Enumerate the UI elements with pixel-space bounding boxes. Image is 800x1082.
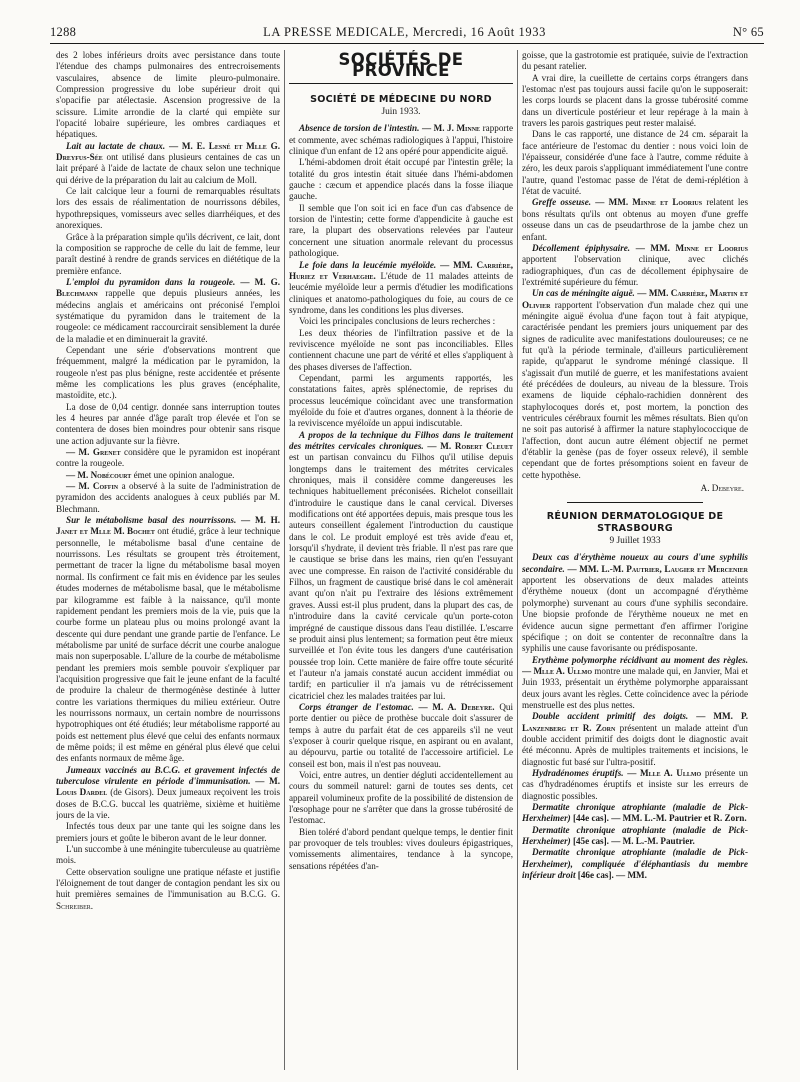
comment-text: émet une opinion analogue.	[133, 469, 235, 480]
paragraph: goisse, que la gastrotomie est pratiquée, suivie de l'extraction du pesant ratelier.	[522, 50, 748, 72]
article-title: Dermatite chronique atrophiante (maladie de Pick-Herxheimer)	[522, 802, 748, 824]
article-text: présente un cas d'hydradénomes éruptifs et insiste sur les erreurs de diagnostic possibles.	[522, 767, 748, 801]
article-authors: — MM. P. Lanzenberg et R. Zorn	[522, 711, 748, 733]
article-text: (de Gisors). Deux jumeaux reçoivent les trois doses de B.C.G. buccal les quatrième, sixième et huitième jours de la vie.	[56, 787, 280, 821]
article-text: apportent l'observation clinique, avec clichés radiographiques, d'un cas de décollement épiphysaire de l'extrémité supérieure du fémur.	[522, 254, 748, 287]
article-decollement	[522, 243, 748, 288]
article-text: rapportent l'observation d'un malade chez qui une méningite aiguë évolua d'une façon tout à fait atypique, caractérisée pendant les premiers jours uniquement par des signes de radiculite avec manifestations douloureuses; ce ne fut qu'à la période terminale, d'ailleurs particulièrement rapide, qu'apparut le syndrome méningé classique. Il s'agissait d'un mutilé de guerre, et les manifestations avaient été précédées de douleurs, au niveau de la blessure. Trois examens de liquide céphalo-rachidien donnèrent des staphylocoques dorés et, post mortem, la ponction des ventricules cérébraux fournit les mêmes résultats. Bien qu'on ne soit pas autorisé à affirmer la nature staphylococcique de l'affection, dont aucun autre élément objectif ne permet d'établir la genèse (pas de foyer osseux relevé), il semble cependant que de fortes présomptions soient en faveur de cette hypothèse.	[522, 299, 748, 480]
article-foie-leucemie	[289, 260, 513, 317]
paragraph	[56, 867, 280, 912]
article-text: apportent les observations de deux malades atteints d'érythème noueux (dont un accompagné d'érythème polymorphe) survenant au cours d'une syphilis secondaire. Une biopsie profonde de l'érythème noueux ne met en évidence aucun signe permettant d'en affirmer l'origine spécifique ; on doit se contenter de reconnaître dans la syphilis une cause favorisante ou prédisposante.	[522, 575, 748, 654]
article-text: [44e cas]. — MM. L.-M. Pautrier et R. Zorn.	[572, 813, 747, 824]
paragraph: des 2 lobes inférieurs droits avec persistance dans toute l'étendue des champs pulmonaires des entrecroisements vasculaires, absence de limite pleuro-pulmonaire. Compression progressive du lobe supérieur droit qui s'opacifie par atélectasie. Ascension progressive de la scissure. Limite arrondie de la clarté qui empiète sur l'opacité lobaire supérieure, les ombres cardiaques et hépatiques.	[56, 50, 280, 140]
paragraph: Voici, entre autres, un dentier dégluti accidentellement au cours du sommeil naturel: garni de toutes ses dents, cet appareil volumineux profite de la possibilité de distension de l'œsophage pour ne s'arrêter que dans la grosse tubérosité de l'estomac.	[289, 769, 513, 826]
article-title: Un cas de méningite aiguë.	[532, 288, 635, 299]
article-metabolisme	[56, 515, 280, 765]
signature: G. Schreiber.	[56, 889, 280, 911]
article-title: Le foie dans la leucémie myéloïde.	[299, 259, 437, 270]
society-name: SOCIÉTÉ DE MÉDECINE DU NORD	[310, 93, 492, 105]
paragraph: Les deux théories de l'infiltration passive et de la reviviscence myéloïde ne sont pas inconciliables. Elles contiennent chacune une part de vérité et elles s'appliquent à des phases diverses de l'affection.	[289, 327, 513, 372]
article-text: [46e cas]. — MM.	[577, 870, 647, 881]
article-title: A propos de la technique du Filhos dans le traitement des métrites cervicales chroniques.	[289, 429, 513, 451]
article-pyramidon	[56, 277, 280, 345]
article-authors: — MM. Minne et Loorius	[635, 242, 748, 253]
comment	[56, 447, 280, 470]
comment-author: — M. Nobécourt	[66, 469, 132, 480]
article-authors: — M. A. Debeyre.	[418, 701, 495, 712]
article-authors: — M. Louis Dardel	[56, 776, 280, 798]
article-authors: — M. H. Janet et Mlle M. Bochet	[56, 515, 280, 537]
article-authors: — Mlle A. Ullmo	[522, 665, 592, 676]
article-text: présentent un malade atteint d'un double accident primitif des doigts dont le diagnostic avait été méconnu. Après de multiples traitements et incisions, le diagnostic fut basé sur l'ultra-positif.	[522, 722, 748, 767]
article-authors: — M. Robert Cleuet	[427, 441, 513, 451]
article-corps-etranger	[289, 702, 513, 770]
article-authors: — MM. Minne et Loorius	[595, 197, 703, 208]
article-title: Erythème polymorphe récidivant au moment des règles.	[532, 654, 748, 665]
article-authors: — MM. Carrière, Martin et Olivier	[522, 288, 748, 310]
article-accident-primitif	[522, 711, 748, 768]
paragraph: La dose de 0,04 centigr. donnée sans interruption toutes les 4 heures par année d'âge paraît trop élevée et l'on se contentera de doses bien moindres pour obtenir sans risque une action adjuvante sur la fièvre.	[56, 401, 280, 446]
paragraph: L'hémi-abdomen droit était occupé par l'intestin grêle; la totalité du gros intestin était située dans l'hémi-abdomen gauche : cæcum et appendice placés dans la fosse iliaque gauche.	[289, 157, 513, 202]
article-title: Dermatite chronique atrophiante (maladie de Pick-Herxheimer)	[522, 824, 748, 847]
paragraph: L'un succombe à une méningite tuberculeuse au quatrième mois.	[56, 844, 280, 866]
article-text: est un partisan convaincu du Filhos qu'il utilise depuis longtemps dans le traitement des métrites cervicales chroniques, mais il considère comme dangereuses les techniques habituellement préconisées. Richelot conseillait d'introduire le caustique dans le canal cervical. Diverses modifications ont été apportées depuis, mais presque tous les auteurs conseillent également l'introduction du caustique dans le col. Le produit employé est très avide d'eau et, lorsqu'il s'hydrate, il devient très friable. Il n'est pas rare que le caustique se brise dans les mains, rien qu'en l'essuyant avec une compresse. En raison de l'activité considérable du Filhos, un fragment de caustique brisé dans le col amènerait avant qu'on n'ait pu l'extraire des lésions extrêmement graves. Aussi est-il plus prudent, dans la plupart des cas, de n'introduire dans la cavité cervicale qu'un porte-coton imprégné de caustique dissous dans l'eau distillée. L'escarre se produit ainsi plus lentement; sa formation peut être mieux surveillée et l'on évite tous les dangers d'une cautérisation poussée trop loin. Cette manière de faire offre toute sécurité et l'auteur n'a jamais constaté aucun accident immédiat ou tardif; en particulier il n'a jamais vu de rétrécissement cicatriciel chez les malades traitées par lui.	[289, 452, 513, 701]
article-jumeaux-bcg	[56, 765, 280, 822]
comment	[56, 481, 280, 515]
article-authors: — MM. Carrière, Huriez et Verhaeghe.	[289, 259, 513, 281]
paragraph: A vrai dire, la cueillette de certains corps étrangers dans l'estomac n'est pas toujours aussi facile qu'on le supposerait: les corps lourds se placent dans la grosse tubérosité comme dans un diverticule postérieur et leur repérage à la main à travers les parois gastriques peut rester malaisé.	[522, 72, 748, 129]
article-erytheme-polymorphe	[522, 655, 748, 712]
article-text: [45e cas]. — M. L.-M. Pautrier.	[572, 836, 695, 847]
article-authors: — M. E. Lesné et Mlle G. Dreyfus-Sée	[56, 140, 280, 163]
article-authors: — M. G. Blechmann	[56, 276, 280, 299]
article-authors: — MM. L.-M. Pautrier, Laugier et Mercenier	[567, 563, 748, 574]
section-title: SOCIÉTÉS DE PROVINCE	[289, 54, 513, 84]
article-filhos	[289, 430, 513, 702]
paragraph: Cependant, parmi les arguments rapportés, les constatations faites, après splénectomie, de reprises du processus leucémique coïncidant avec une transformation myéloïde du foie et d'autres organes, donnent à la théorie de la reviviscence myéloïde un appui indiscutable.	[289, 372, 513, 429]
page-header	[50, 20, 764, 44]
article-text: Qui porte dentier ou pièce de prothèse buccale doit s'assurer de temps à autre du parfait état de ces appareils s'il ne veut s'exposer à courir quelque risque, en aspirant ou en avalant, au dépourvu, partie ou totalité de l'accessoire artificiel. Le conseil est bon, mais il n'est pas nouveau.	[289, 701, 513, 769]
journal-title: LA PRESSE MEDICALE, Mercredi, 16 Août 1933	[263, 25, 546, 39]
section-divider	[567, 502, 703, 503]
page-number: 1288	[50, 25, 77, 39]
session-date: 9 Juillet 1933	[609, 536, 661, 547]
comment-text: considère que le pyramidon est inopérant contre la rougeole.	[56, 447, 280, 469]
article-dermatite-46	[522, 847, 748, 881]
article-erytheme-noueux	[522, 552, 748, 654]
article-authors: — M. J. Minne	[421, 123, 481, 134]
article-text: relatent les bons résultats qu'ils ont obtenus au moyen d'une greffe osseuse dans un cas de pseudarthrose de la jambe chez un enfant.	[522, 197, 748, 242]
article-title: Décollement épiphysaire.	[532, 242, 631, 253]
column-divider	[517, 50, 518, 1070]
article-title: Dermatite chronique atrophiante (maladie de Pick-Herxheimer), compliquée d'éléphantiasis du membre inférieur droit	[522, 847, 748, 881]
article-authors: — Mlle A. Ullmo	[627, 767, 702, 778]
comment-text: a observé à la suite de l'administration de pyramidon des accidents analogues à ceux publiés par M. Blechmann.	[56, 481, 280, 514]
article-text: ont étudié, grâce à leur technique personnelle, le métabolisme basal d'une centaine de nourrissons. Les résultats se groupent très étroitement, permettant de tracer la ligne du métabolisme basal moyen normal. Ils confirment ce fait mis en évidence par les seules études modernes de métabolisme basal, que le métabolisme par kilogramme est faible à la naissance, qu'il monte rapidement pendant les premiers mois de la vie, puis que la courbe forme un plateau plus ou moins prolongé avant la descente qui dure pendant une grande partie de l'enfance. Le métabolisme par unité de surface décrit une courbe analogue mais non superposable. L'allure de la courbe de métabolisme pendant les premiers mois semble pouvoir s'expliquer par l'acquisition progressive que fait le jeune enfant de la faculté de produire la chaleur de thermogénèse destinée à lutter contre les variations thermiques du milieu extérieur. Outre les nourrissons normaux, un certain nombre de nourrissons hypotrophiques ont été étudiés; leur métabolisme rapporté au poids est nettement plus élevé que celui des enfants normaux de même poids; il est même en général plus élevé que celui des enfants normaux de même âge.	[56, 526, 280, 764]
article-title: Corps étranger de l'estomac.	[299, 701, 414, 712]
article-torsion-intestin	[289, 123, 513, 157]
column-right	[522, 50, 748, 1070]
article-title: L'emploi du pyramidon dans la rougeole.	[66, 276, 236, 287]
article-title: Absence de torsion de l'intestin.	[299, 123, 420, 134]
article-title: Double accident primitif des doigts.	[532, 711, 689, 722]
article-text: L'étude de 11 malades atteints de leucémie myéloïde leur a permis d'étudier les modifications cliniques et anatomo-pathologiques du foie, au cours de ce syndrome, dans les conditions les plus diverses.	[289, 270, 513, 315]
article-lait-lactate	[56, 141, 280, 186]
paragraph: Voici les principales conclusions de leurs recherches :	[299, 316, 496, 327]
section-title: RÉUNION DERMATOLOGIQUE DE STRASBOURG	[546, 511, 724, 534]
signature: A. Debeyre.	[700, 483, 744, 494]
comment	[56, 470, 280, 481]
paragraph: Il semble que l'on soit ici en face d'un cas d'absence de torsion de l'intestin; cette forme d'appendicite à gauche est rare, la plupart des observations relevées par l'auteur concernent une situation anormale relevant du processus pathologique.	[289, 202, 513, 259]
article-text: rapporte et commente, avec schémas radiologiques à l'appui, l'histoire clinique d'un enfant de 12 ans opéré pour appendicite aiguë.	[289, 123, 513, 157]
column-left	[56, 50, 280, 1070]
article-greffe-osseuse	[522, 197, 748, 242]
paragraph: Cependant une série d'observations montrent que fréquemment, malgré la médication par le pyramidon, la rougeole n'est pas plus bénigne, reste accidentée et présente même les complications les plus graves (encéphalite, mastoïdite, etc.).	[56, 344, 280, 401]
column-divider	[284, 50, 285, 1070]
article-text: montre une malade qui, en Janvier, Mai et Juin 1933, présentait un érythème polymorphe apparaissant deux jours avant les règles. Cette coïncidence avec la période menstruelle est des plus nettes.	[522, 665, 748, 710]
paragraph: Grâce à la préparation simple qu'ils décrivent, ce lait, dont la composition se rapproche de celle du lait de femme, leur paraît destiné à rendre de grands services en diététique de la première enfance.	[56, 231, 280, 276]
paragraph: Bien toléré d'abord pendant quelque temps, le dentier finit par provoquer de tels troubles: vives douleurs épigastriques, vomissements alimentaires, tendance à la syncope, sensations répétées d'an-	[289, 826, 513, 871]
column-middle	[289, 50, 513, 1070]
article-dermatite-45	[522, 825, 748, 848]
article-title: Lait au lactate de chaux.	[66, 140, 166, 151]
comment-author: — M. Coffin	[66, 481, 119, 492]
paragraph-text: Cette observation souligne une pratique néfaste et justifie l'éloignement de tout danger de contagion pendant les six ou huit premières semaines de l'immunisation au B.C.G.	[56, 866, 280, 900]
article-hydradenomes	[522, 768, 748, 802]
article-meningite	[522, 288, 748, 481]
issue-number: N° 65	[732, 25, 764, 39]
article-text: ont utilisé dans plusieurs centaines de cas un lait préparé à l'aide de lactate de chaux selon une technique qui dérive de la préparation du lait au calcium de Moll.	[56, 152, 280, 185]
session-date: Juin 1933.	[381, 107, 421, 118]
paragraph: Dans le cas rapporté, une distance de 24 cm. séparait la face antérieure de l'estomac du dentier : nous voici loin de l'épaisseur, considérée d'une face à l'autre, comme réduite à zéro, les deux parois s'appliquant immédiatement l'une contre l'autre, quand l'estomac passe de l'état de demi-réplétion à l'état de vacuité.	[522, 129, 748, 197]
comment-author: — M. Grenet	[66, 447, 121, 458]
article-title: Greffe osseuse.	[532, 197, 592, 208]
article-text: rappelle que depuis plusieurs années, les médecins anglais et américains ont préconisé l'emploi systématique du pyramidon dans le traitement de la rougeole: ce médicament raccourcirait sensiblement la durée de la maladie et en diminuerait la gravité.	[56, 288, 280, 344]
article-title: Sur le métabolisme basal des nourrissons.	[66, 515, 237, 526]
article-dermatite-44	[522, 802, 748, 825]
article-title: Deux cas d'érythème noueux au cours d'une syphilis secondaire.	[522, 552, 748, 574]
article-title: Hydradénomes éruptifs.	[532, 767, 624, 778]
article-title: Jumeaux vaccinés au B.C.G. et gravement infectés de tuberculose virulente en période d'immunisation.	[56, 764, 280, 786]
paragraph: Infectés tous deux par une tante qui les soigne dans les premiers jours et goûte le biberon avant de le leur donner.	[56, 821, 280, 843]
paragraph: Ce lait calcique leur a fourni de remarquables résultats lors des essais de réalimentation de nourrissons débiles, hypothrepsiques, vomisseurs avec selles diarrhéiques, et des anorexiques.	[56, 186, 280, 231]
